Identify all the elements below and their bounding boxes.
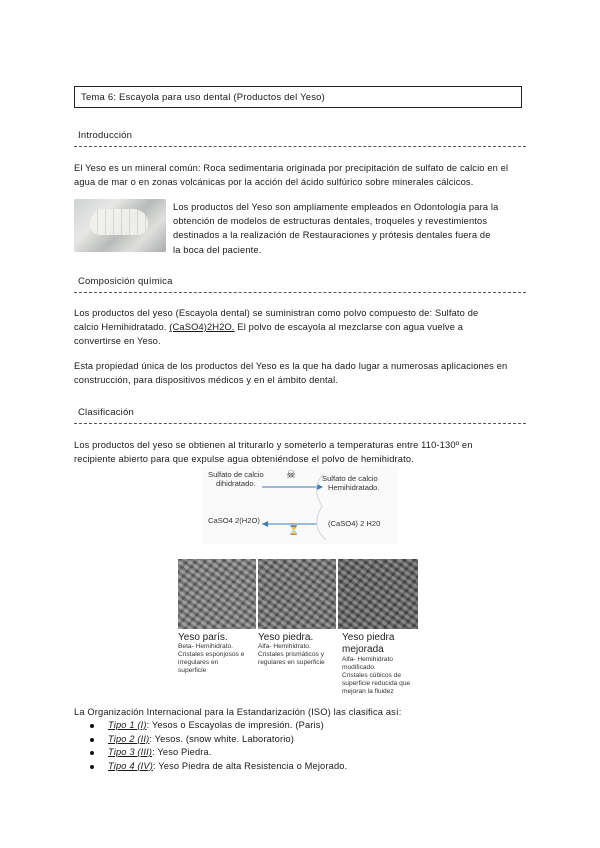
dental-model-image	[74, 199, 166, 252]
dehydration-diagram	[202, 466, 398, 544]
text-line: construcción, para dispositivos médicos y en el ámbito dental.	[74, 375, 339, 386]
text-line: El Yeso es un mineral común: Roca sedimentaria originada por precipitación de sulfato de calcio en el	[74, 163, 509, 173]
tipo-text: : Yeso Piedra de alta Resistencia o Mejorado.	[152, 760, 348, 771]
composicion-paragraph-2	[74, 359, 534, 387]
list-item	[88, 719, 528, 733]
text-line: dihidratado.	[216, 479, 256, 488]
text-line: obtención de modelos de estructuras dentales, troqueles y revestimientos	[173, 216, 488, 227]
tipo-label: Tipo 1 (I)	[108, 720, 147, 730]
diagram-formula-right: (CaSO4) 2 H20	[328, 519, 381, 528]
text-line: convertirse en Yeso.	[74, 336, 161, 347]
text-line: destinados a la realización de Restauraciones y prótesis dentales fuera de	[173, 230, 491, 241]
decor-curve	[316, 474, 324, 506]
decor-curve	[317, 506, 326, 540]
caption-line: Beta- Hemihidrato.	[178, 643, 233, 650]
tipo-label: Tipo 2 (II)	[108, 733, 150, 744]
water-tap-icon: ⏳	[288, 525, 300, 535]
tipo-label: Tipo 4 (IV)	[108, 760, 153, 771]
caption-title: Yeso piedra.	[258, 632, 314, 643]
clasificacion-paragraph-1	[74, 438, 534, 466]
text-line: Sulfato de calcio	[322, 474, 378, 483]
section-divider	[74, 146, 526, 147]
text-span: El polvo de escayola al mezclarse con agua vuelve a	[234, 322, 464, 333]
text-line: agua de mar o en zonas volcánicas por la acción del ácido sulfúrico sobre minerales cálcicos.	[74, 177, 474, 188]
section-heading-intro: Introducción	[78, 130, 133, 141]
list-item	[88, 760, 528, 774]
tipo-text: : Yeso Piedra.	[152, 747, 212, 757]
dental-model-teeth	[90, 209, 148, 235]
bullet-icon	[90, 724, 94, 728]
chemical-formula: (CaSO4)2H2O.	[169, 322, 235, 333]
text-line	[74, 320, 534, 334]
caption-yeso-piedra-mejorada	[342, 632, 426, 696]
text-line: Los productos del Yeso son ampliamente empleados en Odontología para la	[173, 202, 499, 212]
section-divider	[74, 292, 526, 293]
text-line: Los productos del yeso se obtienen al triturarlo y someterlo a temperaturas entre 110-130º en	[74, 440, 473, 450]
caption-line: regulares en superficie	[258, 659, 325, 666]
text-line: Hemihidratado.	[328, 483, 380, 492]
text-line: Esta propiedad única de los productos del Yeso es la que ha dado lugar a numerosas aplicaciones en	[74, 361, 508, 371]
caption-yeso-piedra	[258, 632, 338, 667]
tipo-text: : Yesos o Escayolas de impresión. (Paris)	[146, 720, 324, 730]
photo-yeso-piedra	[258, 559, 336, 629]
caption-line: superficie reducida que	[342, 680, 411, 687]
tipos-list	[88, 719, 528, 773]
intro-paragraph-2	[173, 200, 533, 257]
caption-title: Yeso piedra mejorada	[342, 632, 395, 655]
caption-line: Cristales prismáticos y	[258, 651, 324, 658]
caption-line: superficie	[178, 667, 207, 674]
caption-line: Alfa- Hemihidrato.	[258, 643, 311, 650]
list-item	[88, 746, 528, 760]
bullet-icon	[90, 751, 94, 755]
intro-paragraph-1	[74, 161, 534, 189]
text-line: Sulfato de calcio	[208, 470, 264, 479]
text-line: Los productos del yeso (Escayola dental) se suministran como polvo compuesto de: Sulfato de	[74, 308, 479, 318]
caption-yeso-paris	[178, 632, 256, 675]
page-title: Tema 6: Escayola para uso dental (Productos del Yeso)	[74, 86, 522, 108]
text-line: recipiente abierto para que expulse agua obteniéndose el polvo de hemihidrato.	[74, 454, 414, 465]
caption-line: modificado.	[342, 664, 376, 671]
caption-line: Alfa- Hemihidrato	[342, 656, 393, 663]
diagram-arrows	[202, 466, 398, 544]
heat-icon: ☠	[286, 469, 296, 481]
caption-line: irregulares en	[178, 659, 219, 666]
diagram-formula-left: CaSO4 2(H2O)	[208, 516, 260, 525]
composicion-paragraph-1	[74, 306, 534, 349]
iso-intro: La Organización Internacional para la Estandarización (ISO) las clasifica así:	[74, 707, 402, 717]
section-heading-clasificacion: Clasificación	[78, 407, 134, 418]
text-span: calcio Hemihidratado.	[74, 322, 170, 333]
section-heading-composicion: Composición química	[78, 276, 173, 287]
text-line: la boca del paciente.	[173, 244, 262, 255]
photo-yeso-paris	[178, 559, 256, 629]
caption-line: Cristales cúbicos de	[342, 672, 402, 679]
caption-title: Yeso parís.	[178, 632, 228, 643]
arrowhead	[317, 484, 323, 490]
tipo-label: Tipo 3 (III)	[108, 747, 153, 757]
caption-line: Cristales esponjosos e	[178, 651, 245, 658]
photo-yeso-piedra-mejorada	[338, 559, 418, 629]
tipo-text: : Yesos. (snow white. Laboratorio)	[149, 733, 294, 744]
section-divider	[74, 423, 526, 424]
arrowhead	[262, 521, 268, 527]
bullet-icon	[90, 738, 94, 742]
bullet-icon	[90, 765, 94, 769]
caption-line: mejoran la fluidez	[342, 688, 394, 695]
list-item	[88, 733, 528, 747]
